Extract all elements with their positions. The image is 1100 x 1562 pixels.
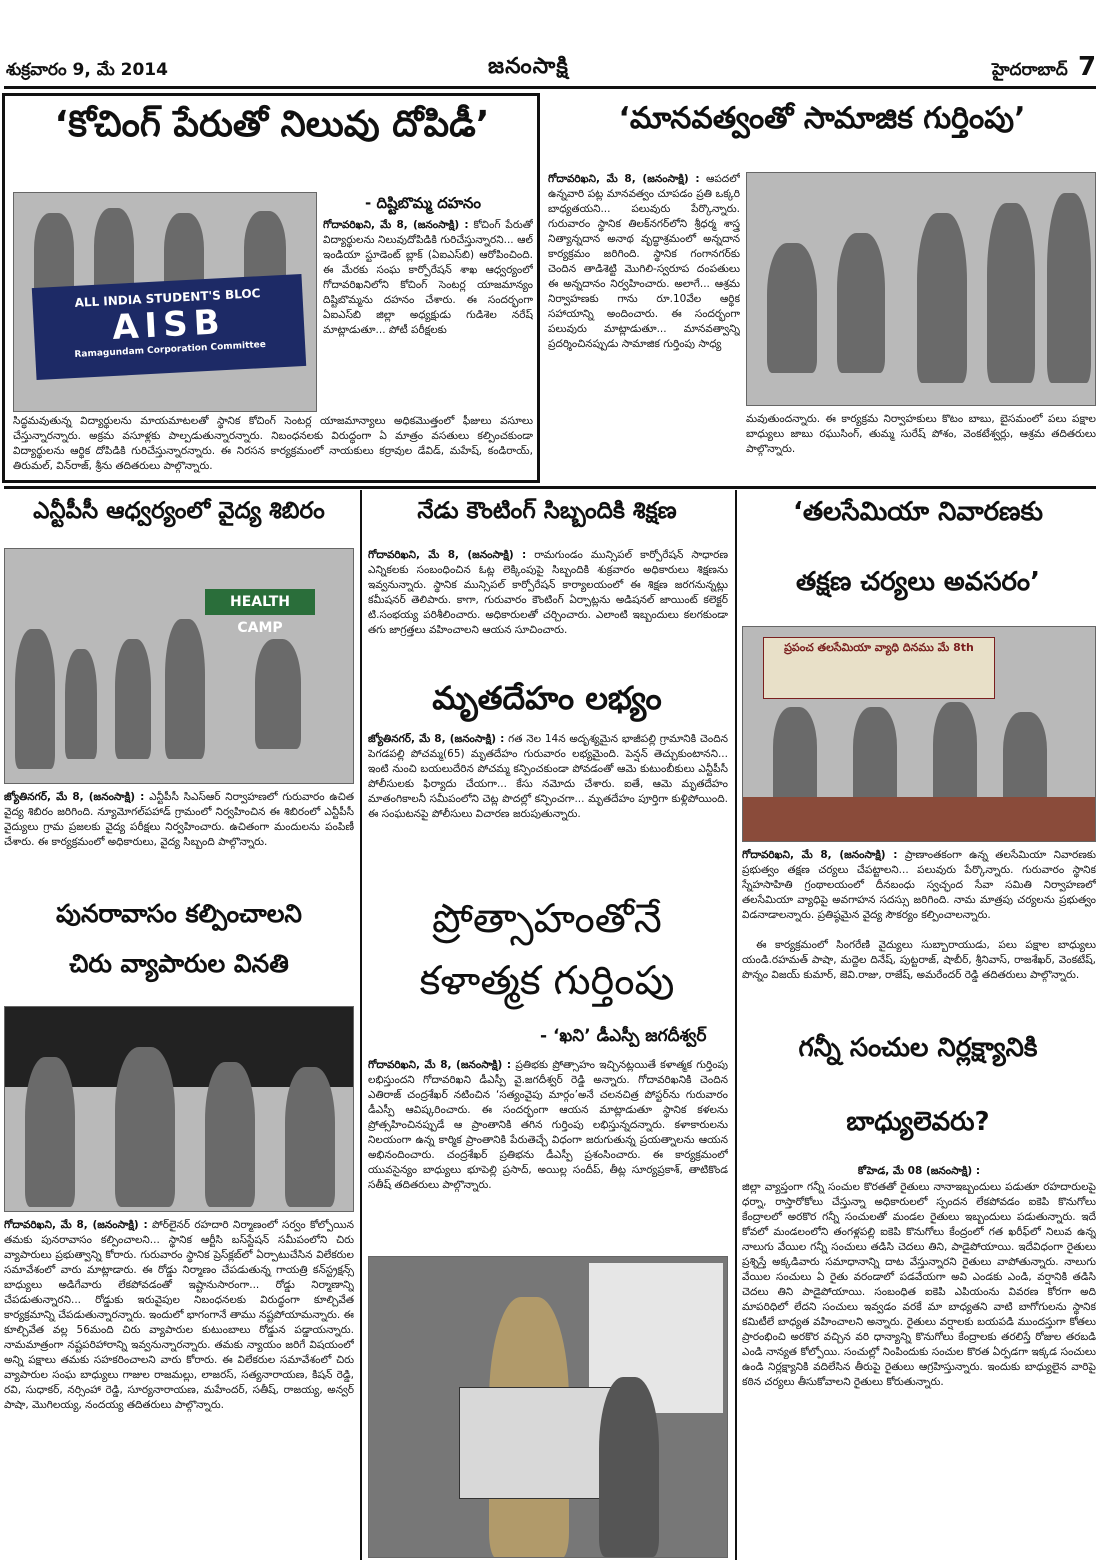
article-humanity-dateline: గోదావరిఖని, మే 8, (జనంసాక్షి) : (548, 173, 700, 185)
article-coaching (2, 93, 540, 483)
article-ntpc-dateline: జ్యోతినగర్, మే 8, (జనంసాక్షి) : (4, 791, 145, 803)
article-coaching-dateline: గోదావరిఖని, మే 8, (జనంసాక్షి) : (323, 219, 469, 231)
article-coaching-photo (13, 192, 317, 412)
article-humanity-photo (746, 172, 1096, 406)
page-number: 7 (1078, 52, 1097, 82)
section-rule (4, 486, 1096, 489)
article-vendors-headline-1: పునరావాసం కల్పించాలని (56, 899, 302, 928)
article-gunny-headline-1: గన్నీ సంచుల నిర్లక్ష్యానికి (798, 1033, 1038, 1063)
article-ntpc-body: జ్యోతినగర్, మే 8, (జనంసాక్షి) : ఎన్టీపీసీ సిఎస్ఆర్ నిర్వాహణలో గురువారం ఉచిత వైద్య శిబిరం జరిగింది. న్యూమోగల్‌పహాడ్ గ్రామంలో నిర్వహించిన ఈ శిబిరంలో ఎన్టీపీసీ వైద్యులు గ్రామ ప్రజలకు వైద్య పరీక్షలు నిర్వహించారు. ఉచితంగా మందులను పంపిణీ చేశారు. ఈ కార్యక్రమంలో అధికారులు, వైద్య సిబ్బంది పాల్గొన్నారు. (4, 791, 354, 848)
article-humanity-body-tail: మవుతుందన్నారు. ఈ కార్యక్రమ నిర్వాహకులు కొటం బాబు, బైసమంలో పలు పక్షాల బాధ్యులు జాబు రఘుసింగ్, తుమ్మ సురేష్ పోశం, వెంకటేశ్వర్లు, ఆశ్రమ తదితరులు పాల్గొన్నారు. (746, 413, 1096, 455)
masthead-city: హైదరాబాద్ (992, 60, 1068, 80)
article-counting-headline: నేడు కౌంటింగ్ సిబ్బందికి శిక్షణ (417, 498, 677, 524)
masthead-rule (4, 86, 1096, 89)
article-vendors-headline-2: చిరు వ్యాపారుల వినతి (69, 949, 289, 978)
article-thalassemia-body: గోదావరిఖని, మే 8, (జనంసాక్షి) : ప్రాణాంతకంగా ఉన్న తలసేమియా నివారణకు ప్రభుత్వం తక్షణ చర్యలు చేపట్టాలని... పలువురు పేర్కొన్నారు. గురువారం స్థానిక స్నేహసాహితి గ్రంథాలయంలో దీనబంధు స్వచ్ఛంద సేవా సమితి నిర్వాహణలో తలసేమియా వ్యాధిపై అవగాహన సదస్సు జరిగింది. నామ మాత్రపు చర్యలను ప్రభుత్వం విడనాడాలన్నారు. ప్రతిష్ఠమైన వైద్య సౌకర్యం కల్పించాలన్నారు. (742, 849, 1096, 921)
article-thalassemia-dateline: గోదావరిఖని, మే 8, (జనంసాక్షి) : (742, 849, 898, 861)
masthead-date: శుక్రవారం 9, మే 2014 (6, 60, 168, 80)
article-gunny-dateline: కోహెడ, మే 08 (జనంసాక్షి) : (857, 1165, 981, 1177)
article-art-headline-2: కళాత్మక గుర్తింపు (419, 958, 675, 1004)
article-humanity-body-col: గోదావరిఖని, మే 8, (జనంసాక్షి) : ఆపదలో ఉన్నవారి పట్ల మానవత్వం చూపడం ప్రతి ఒక్కరి బాధ్యతయని... పలువురు పేర్కొన్నారు. గురువారం స్థానిక తిలక్‌నగర్‌లోని శ్రీధర్మ శాస్త్ర నిత్యాన్నదాన అనాథ వృద్ధాశ్రమంలో అన్నదాన కార్యక్రమం జరిగింది. స్థానిక గంగానగర్‌కు చెందిన తాడిశెట్టి మొగిలి-స్వరూప దంపతులు ఈ అన్నదానం నిర్వహించారు. అలాగే... ఆశ్రమ నిర్వాహణకు గాను రూ.10వేల ఆర్థిక సహాయాన్ని అందించారు. ఈ సందర్భంగా పలువురు మాట్లాడుతూ... మానవత్వాన్ని ప్రదర్శించినప్పుడు సామాజిక గుర్తింపు సాధ్య (548, 173, 740, 350)
photo-banner-line1: ALL INDIA STUDENT'S BLOC (74, 286, 261, 310)
article-vendors-dateline: గోదావరిఖని, మే 8, (జనంసాక్షి) : (4, 1219, 148, 1231)
article-body-found-body: జ్యోతినగర్, మే 8, (జనంసాక్షి) : గత నెల 14న అదృశ్యమైన భాజీపల్లి గ్రామానికి చెందిన పెగడపల్లి పోచమ్మ(65) మృతదేహం గురువారం లభ్యమైంది. పెన్షన్ తెచ్చుకుంటానని... ఇంటి నుంచి బయలుదేరిన పోచమ్మ కన్పించకుండా పోవడంతో ఆమె కుటుంబీకులు ఎన్టీపీసీ పోలీసులకు ఫిర్యాదు చేయగా... కేసు నమోదు చేశారు. ఐతే, ఆమె మృతదేహం మాతంగికాలనీ సమీపంలోని చెట్ల పొదల్లో కన్పించగా... మృతదేహం పూర్తిగా కుళ్లిపోయింది. ఈ సంఘటనపై పోలీసులు విచారణ జరుపుతున్నారు. (368, 733, 728, 820)
article-thalassemia-headline-2: తక్షణ చర్యలు అవసరం’ (796, 567, 1040, 597)
article-body-found-dateline: జ్యోతినగర్, మే 8, (జనంసాక్షి) : (368, 733, 505, 745)
article-gunny-body: జిల్లా వ్యాప్తంగా గన్నీ సంచుల కొరతతో రైతులు నానాఇబ్బందులు పడుతూ రహదారులపై ధర్నా, రాస్తారోకోలు చేస్తున్నా అధికారులలో స్పందన లేకపోవడం ఐకెపి కొనుగోలు కేంద్రాలలో అరకొర గన్నీ సంచులతో మండల రైతులు ఇబ్బందులు పడుతున్నారు. ఇదే కోవలో మండలంలోని తంగళ్లపల్లి ఐకెపి కొనుగోలు కేంద్రంలో గత ఖరీఫ్‌లో నిలువ ఉన్న నాలుగు వేయిల గన్నీ సంచులు తడిసి చెదలు తిని, పాడైపోయాయి. ఇదేవిధంగా రైతులు ప్రశ్నిస్తే అక్కడివారు సమాధానాన్ని దాట వేస్తున్నారని రైతులు వాపోతున్నారు. నాలుగు వేయిల సంచులు ఏ రైతు వరండాలో పడవేయగా అవి ఎండకు ఎండి, వర్షానికి తడిసి చెదలు తిని పాడైపోయాయి. సంబంధిత ఐకెపి ఎపియంను వివరణ కోరగా అది మాపరిధిలో లేదని సంచులు ఇవ్వడం వరకే మా బాధ్యతని వాటి బాగోగులను స్థానిక కమిటీలే బాధ్యత వహించాలని అన్నారు. రైతులు వర్షాలకు బయపడి ముందస్తుగా కోతలు ప్రారంభించి అరకొర వచ్చిన వరి ధాన్యాన్ని కొనుగోలు కేంద్రాలకు తరలిస్తే రోజుల తరబడి ఎండి నాన్యత కోల్పోయి. సంచుల్లో నింపిందుకు సంచుల కొరత ఏర్పడగా ఇక్కడ సంచులు ఉండి నిర్లక్ష్యానికి వదిలేసిన తీరుపై రైతులు ఆగ్రహిస్తున్నారు. ఇందుకు బాధ్యులైన వారిపై కఠిన చర్యలు తీసుకోవాలని రైతులు కోరుతున్నారు. (742, 1181, 1096, 1388)
photo-banner-line2: AISB (111, 302, 227, 348)
photo-banner-thalassemia: ప్రపంచ తలసేమియా వ్యాధి దినము మే 8th (763, 637, 995, 699)
article-ntpc-headline: ఎన్టీపీసీ ఆధ్వర్యంలో వైద్య శిబిరం (33, 498, 325, 524)
photo-banner-health-camp: HEALTH CAMP (205, 589, 315, 615)
article-art-photo (368, 1256, 728, 1558)
article-coaching-headline: ‘కోచింగ్ పేరుతో నిలువు దోపిడీ’ (54, 104, 490, 145)
article-counting-body: గోదావరిఖని, మే 8, (జనంసాక్షి) : రామగుండం మున్సిపల్ కార్పోరేషన్ సాధారణ ఎన్నికలకు సంబంధించిన ఓట్ల లెక్కింపుపై సిబ్బందికి శుక్రవారం అధికారులు శిక్షణను ఇవ్వనున్నారు. స్థానిక మున్సిపల్ కార్పోరేషన్ కార్యాలయంలో ఈ శిక్షణ జరగనున్నట్లు కమీషనర్ తెలిపారు. కాగా, గురువారం కౌంటింగ్ ఏర్పాట్లను అడిషనల్ జాయింట్ కలెక్టర్ టి.సంభయ్య పరిశీలించారు. అధికారులతో చర్చించారు. ఎలాంటి ఇబ్బందులు కలగకుండా తగు జాగ్రత్తలు వహించాలని ఆయన సూచించారు. (368, 549, 728, 636)
article-thalassemia-body-2: ఈ కార్యక్రమంలో సింగరేణి వైద్యులు సుబ్బారాయుడు, పలు పక్షాల బాధ్యులు యండి.రహమత్ పాషా, మద్దెల దినేష్, పుట్టరాజ్, షాబీర్, శ్రీనివాస్, రాజశేఖర్, వెంకటేష్, పొన్నం విజయ్ కుమార్, జెవి.రాజు, రాజేష్, అమరేందర్ రెడ్డి తదితరులు పాల్గొన్నారు. (742, 939, 1096, 981)
article-thalassemia-photo (742, 626, 1096, 842)
article-vendors-photo (4, 1006, 354, 1212)
article-coaching-body-col: గోదావరిఖని, మే 8, (జనంసాక్షి) : కోచింగ్ పేరుతో విద్యార్థులను నిలువుదోపిడికి గురిచేస్తున్నారని... ఆల్ ఇండియా స్టూడెంట్ బ్లాక్ (ఏఐఎస్‌బి) ఆరోపించింది. ఈ మేరకు సంఘ కార్పోరేషన్ శాఖ ఆధ్వర్యంలో గోదావరిఖనిలోని కోచింగ్ సెంటర్ల యాజమాన్యం దిష్టిబొమ్మను దహనం చేశారు. ఈ సందర్భంగా ఏఐఎస్‌బి జిల్లా అధ్యక్షుడు గుడిశెల నరేష్ మాట్లాడుతూ... పోటీ పరీక్షలకు (323, 219, 533, 336)
article-thalassemia-headline-1: ‘తలసేమియా నివారణకు (792, 497, 1044, 527)
article-gunny-headline-2: బాధ్యులెవరు? (846, 1107, 990, 1137)
masthead-logo: జనంసాక్షి (488, 54, 569, 79)
article-counting-dateline: గోదావరిఖని, మే 8, (జనంసాక్షి) : (368, 549, 527, 561)
photo-banner-line3: Ramagundam Corporation Committee (74, 339, 267, 360)
article-humanity-headline: ‘మానవత్వంతో సామాజిక గుర్తింపు’ (618, 101, 1026, 136)
article-coaching-body-full: సిద్ధమవుతున్న విద్యార్థులను మాయమాటలతో స్థానిక కోచింగ్ సెంటర్ల యాజమాన్యాలు అధికమొత్తంలో ఫీజులు వసూలు చేస్తున్నారన్నారు. అక్రమ వసూళ్లకు పాల్పడుతున్నారన్నారు. నిబంధనలకు విరుద్ధంగా ఏ మాత్రం వసతులు కల్పించకుండా విద్యార్థులను ఆర్థిక దోపిడికి గురిచేస్తున్నారన్నారు. ఈ నిరసన కార్యక్రమంలో నాయకులు కర్రావుల డేవిడ్, మహేష్, కండిరాయ్, తిరుమల్, విన్‌రాజ్, శ్రీను తదితరులు పాల్గొన్నారు. (13, 415, 533, 472)
article-vendors-body: గోదావరిఖని, మే 8, (జనంసాక్షి) : పోర్‌లైనర్ రహదారి నిర్మాణంలో సర్వం కోల్పోయిన తమకు పునరావాసం కల్పించాలని... స్థానిక ఆర్టీసి బస్‌స్టేషన్ సమీపంలోని చిరు వ్యాపారులు ప్రభుత్వాన్ని కోరారు. గురువారం స్థానిక ప్రెస్‌క్లబ్‌లో ఏర్పాటుచేసిన విలేకరుల సమావేశంలో వారు మాట్లాడారు. ఈ రోడ్డు నిర్మాణం చేపడుతున్న గాయత్రి కన్‌స్ట్రక్షన్స్ బాధ్యులు అడిగేవారు లేకపోవడంతో ఇష్టానుసారంగా... రోడ్డు నిర్మాణాన్ని చేపడుతున్నారని... రోడ్డుకు ఇరువైపుల నిబంధనలకు విరుద్ధంగా కూల్చివేత కార్యక్రమాన్ని చేపడుతున్నారన్నారు. ఇందులో భాగంగానే తాము నష్టపోయామన్నారు. ఈ కూల్చివేత వల్ల 56మంది చిరు వ్యాపారుల కుటుంబాలు రోడ్డున పడ్డాయన్నారు. నామమాత్రంగా నష్టపరిహారాన్ని ఇవ్వనున్నారన్నారు. తమకు న్యాయం జరిగే విషయంలో అన్ని పక్షాలు తమకు సహకరించాలని వారు కోరారు. ఈ విలేకరుల సమావేశంలో చిరు వ్యాపారుల సంఘ బాధ్యులు గాజుల రాజమల్లు, లాజరస్, సత్యనారాయణ, కిషన్ రెడ్డి, రవి, సుధాకర్, నర్సింహా రెడ్డి, సూర్యనారాయణ, మహేందర్, సతీష్, రాజయ్య, అన్వర్ పాషా, మొగిలయ్య, నందయ్య తదితరులు పాల్గొన్నారు. (4, 1219, 354, 1411)
article-body-found-headline: మృతదేహం లభ్యం (432, 679, 662, 717)
column-divider-left (360, 490, 362, 1560)
article-art-subhead: - ‘ఖని’ డీఎస్పీ జగదీశ్వర్ (540, 1026, 707, 1046)
article-art-body: గోదావరిఖని, మే 8, (జనంసాక్షి) : ప్రతిభకు ప్రోత్సాహం ఇచ్చినట్లయితే కళాత్మక గుర్తింపు లభిస్తుందని గోదావరిఖని డీఎస్పీ వై.జగదీశ్వర్ రెడ్డి అన్నారు. గోదావరిఖనికి చెందిన ఎతిరాజ్ చంద్రశేఖర్ నటించిన ‘సత్యంవైపు మార్గం’అనే చలనచిత్ర పోస్టర్‌ను గురువారం డీఎస్పీ ఆవిష్కరించారు. ఈ సందర్భంగా ఆయన మాట్లాడుతూ స్థానిక కళలను ప్రోత్సహించినప్పుడే ఆ ప్రాంతానికి తగిన గుర్తింపు లభిస్తున్నదన్నారు. కళాకారులను నిలయంగా ఉన్న కార్మిక ప్రాంతానికి పేరుతెచ్చే విధంగా జరుగుతున్న ప్రయత్నాలను ఆయన అభినందించారు. చంద్రశేఖర్ ప్రతిభను డీఎస్పీ ప్రశంసించారు. ఈ కార్యక్రమంలో యువసైన్యం బాధ్యులు భూపెల్లి ప్రసాద్, అయిల్ల సందీప్, తీట్ల సూర్యప్రకాశ్, తాటికొండ సతీష్ తదితరులు పాల్గొన్నారు. (368, 1059, 728, 1191)
article-art-headline-1: ప్రోత్సాహంతోనే (432, 896, 662, 942)
article-art-dateline: గోదావరిఖని, మే 8, (జనంసాక్షి) : (368, 1059, 512, 1071)
article-ntpc-photo (4, 548, 354, 784)
column-divider-right (735, 490, 737, 1560)
article-coaching-subhead: - దిష్టిబొమ్మ దహనం (365, 194, 481, 212)
